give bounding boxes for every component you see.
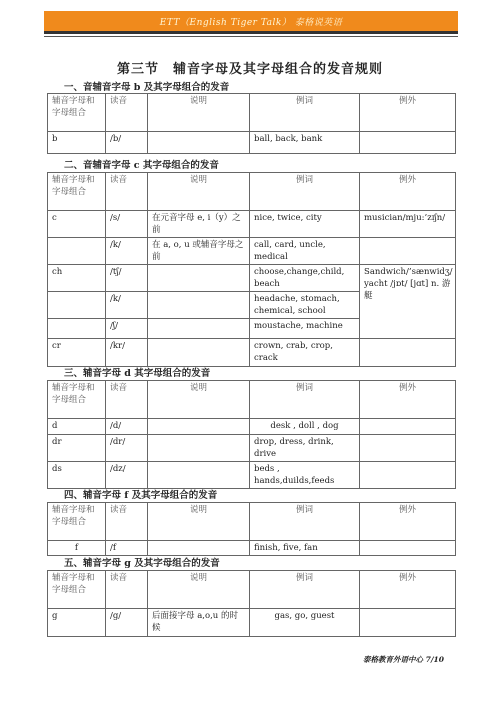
header-letter: 辅音字母和字母组合	[48, 503, 106, 541]
cell-letter: c	[48, 211, 106, 238]
cell-sound: /tʃ/	[106, 265, 148, 292]
table-f	[47, 502, 456, 556]
section-heading-g: 五、辅音字母 g 及其字母组合的发音	[64, 558, 220, 569]
cell-exception	[360, 339, 456, 367]
cell-sound: /f	[106, 541, 148, 556]
section-heading-f: 四、辅音字母 f 及其字母组合的发音	[64, 490, 218, 501]
cell-desc	[148, 419, 250, 435]
header-letter: 辅音字母和字母组合	[48, 381, 106, 419]
cell-letter: ds	[48, 462, 106, 489]
header-sound: 读音	[106, 94, 148, 132]
header-sound: 读音	[106, 381, 148, 419]
cell-example: desk , doll , dog	[250, 419, 360, 435]
cell-desc	[148, 265, 250, 292]
header-example: 例词	[250, 503, 360, 541]
header-exception: 例外	[360, 571, 456, 609]
cell-exception	[360, 609, 456, 637]
cell-desc	[148, 319, 250, 339]
cell-example: crown, crab, crop, crack	[250, 339, 360, 367]
cell-desc	[148, 292, 250, 319]
cell-letter: ch	[48, 265, 106, 292]
cell-sound: /dz/	[106, 462, 148, 489]
cell-desc	[148, 339, 250, 367]
table-header-row	[48, 503, 456, 541]
cell-desc: 后面接字母 a,o,u 的时候	[148, 609, 250, 637]
table-c	[47, 172, 456, 367]
table-row	[48, 462, 456, 489]
table-d	[47, 380, 456, 489]
cell-exception	[360, 462, 456, 489]
header-desc: 说明	[148, 381, 250, 419]
header-letter: 辅音字母和字母组合	[48, 94, 106, 132]
section-heading-b: 一、音辅音字母 b 及其字母组合的发音	[64, 82, 230, 93]
cell-letter: d	[48, 419, 106, 435]
page-title: 第三节 辅音字母及其字母组合的发音规则	[116, 62, 383, 77]
cell-letter	[48, 319, 106, 339]
header-banner: ETT（English Tiger Talk） 泰格说英语	[44, 11, 458, 34]
cell-letter	[48, 238, 106, 265]
cell-desc: 在元音字母 e, i（y）之前	[148, 211, 250, 238]
header-desc: 说明	[148, 503, 250, 541]
table-header-row	[48, 381, 456, 419]
header-rule	[44, 36, 458, 37]
cell-exception	[360, 435, 456, 462]
table-row	[48, 132, 456, 154]
cell-letter: dr	[48, 435, 106, 462]
header-desc: 说明	[148, 571, 250, 609]
cell-sound: /b/	[106, 132, 148, 154]
table-row	[48, 541, 456, 556]
cell-desc	[148, 462, 250, 489]
cell-exception: musician/mju:’zɪʃn/	[360, 211, 456, 238]
header-exception: 例外	[360, 173, 456, 211]
cell-letter: cr	[48, 339, 106, 367]
cell-example: choose,change,child, beach	[250, 265, 360, 292]
cell-sound: /kr/	[106, 339, 148, 367]
cell-letter: g	[48, 609, 106, 637]
header-example: 例词	[250, 571, 360, 609]
cell-example: nice, twice, city	[250, 211, 360, 238]
cell-exception	[360, 541, 456, 556]
table-header-row	[48, 94, 456, 132]
cell-letter	[48, 292, 106, 319]
cell-sound: /ʃ/	[106, 319, 148, 339]
header-example: 例词	[250, 94, 360, 132]
table-header-row	[48, 173, 456, 211]
table-row	[48, 339, 456, 367]
section-heading-d: 三、辅音字母 d 其字母组合的发音	[64, 368, 211, 379]
cell-exception	[360, 132, 456, 154]
header-exception: 例外	[360, 381, 456, 419]
header-desc: 说明	[148, 94, 250, 132]
header-exception: 例外	[360, 94, 456, 132]
cell-example: headache, stomach, chemical, school	[250, 292, 360, 319]
cell-desc	[148, 435, 250, 462]
cell-exception	[360, 238, 456, 265]
cell-letter: b	[48, 132, 106, 154]
table-g	[47, 570, 456, 637]
header-example: 例词	[250, 173, 360, 211]
table-row	[48, 419, 456, 435]
cell-example: ball, back, bank	[250, 132, 360, 154]
section-heading-c: 二、音辅音字母 c 其字母组合的发音	[64, 160, 219, 171]
cell-desc: 在 a, o, u 或辅音字母之前	[148, 238, 250, 265]
table-b	[47, 93, 456, 154]
cell-sound: /s/	[106, 211, 148, 238]
cell-letter: f	[48, 541, 106, 556]
cell-sound: /d/	[106, 419, 148, 435]
header-letter: 辅音字母和字母组合	[48, 173, 106, 211]
cell-sound: /g/	[106, 609, 148, 637]
cell-example: call, card, uncle, medical	[250, 238, 360, 265]
cell-sound: /k/	[106, 292, 148, 319]
page-footer: 泰格教育外语中心 7/10	[362, 655, 444, 664]
header-example: 例词	[250, 381, 360, 419]
cell-sound: /k/	[106, 238, 148, 265]
header-sound: 读音	[106, 503, 148, 541]
cell-sound: /dr/	[106, 435, 148, 462]
cell-example: drop, dress, drink, drive	[250, 435, 360, 462]
header-exception: 例外	[360, 503, 456, 541]
cell-exception	[360, 419, 456, 435]
table-row	[48, 265, 456, 292]
header-letter: 辅音字母和字母组合	[48, 571, 106, 609]
table-header-row	[48, 571, 456, 609]
cell-example: finish, five, fan	[250, 541, 360, 556]
table-row	[48, 211, 456, 238]
header-sound: 读音	[106, 173, 148, 211]
cell-desc	[148, 541, 250, 556]
header-sound: 读音	[106, 571, 148, 609]
cell-example: gas, go, guest	[250, 609, 360, 637]
table-row	[48, 609, 456, 637]
table-row	[48, 238, 456, 265]
cell-desc	[148, 132, 250, 154]
cell-example: moustache, machine	[250, 319, 360, 339]
cell-example: beds , hands,duilds,feeds	[250, 462, 360, 489]
cell-exception: Sandwich/’sænwidʒ/ yacht /jɒt/ [jɑt] n. 游艇	[360, 265, 456, 339]
header-desc: 说明	[148, 173, 250, 211]
table-row	[48, 435, 456, 462]
